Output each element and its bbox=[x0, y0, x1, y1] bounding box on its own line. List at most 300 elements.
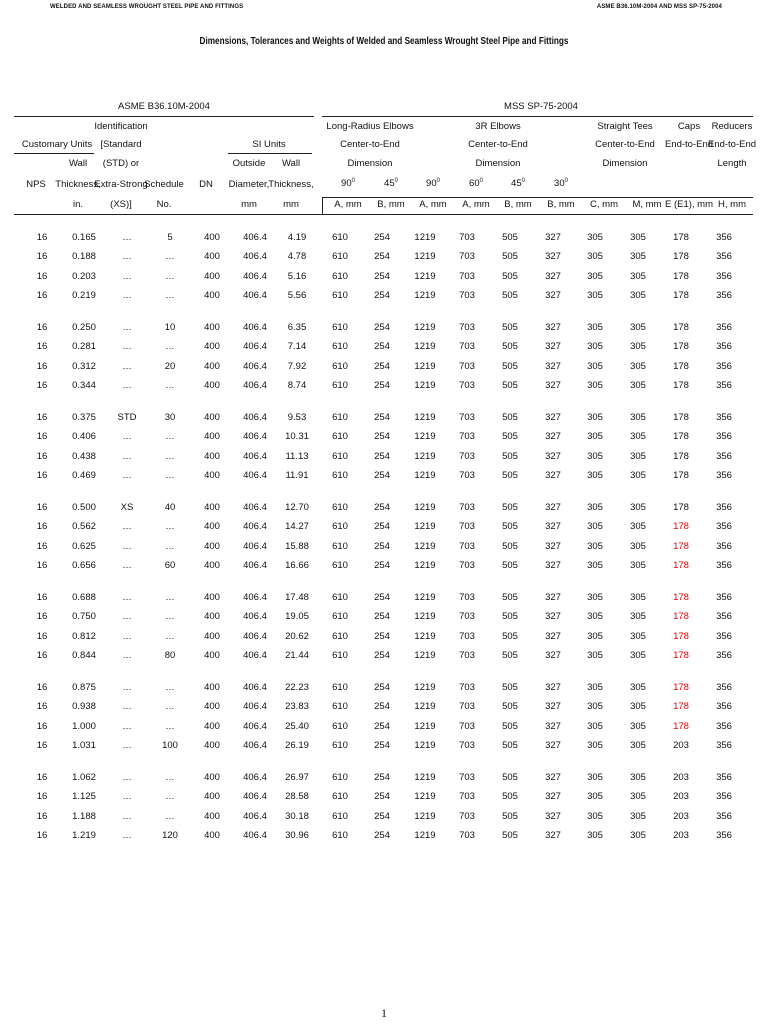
col-wall-3: in. bbox=[72, 199, 84, 210]
table-cell: 16 bbox=[36, 289, 48, 301]
table-cell: 356 bbox=[716, 649, 732, 661]
table-cell: 356 bbox=[716, 592, 732, 603]
table-cell: 1.062 bbox=[72, 772, 96, 783]
table-cell: 327 bbox=[545, 772, 561, 783]
table-cell: 610 bbox=[332, 431, 348, 443]
col-unit-a: A, mm bbox=[334, 199, 362, 210]
table-cell: 305 bbox=[587, 270, 603, 282]
table-cell: 1219 bbox=[414, 592, 436, 603]
table-cell: … bbox=[122, 540, 132, 552]
table-cell: 1219 bbox=[414, 289, 436, 301]
table-cell: 0.562 bbox=[72, 521, 96, 533]
table-cell: 254 bbox=[374, 592, 390, 603]
table-cell: 356 bbox=[716, 772, 732, 783]
table-cell: 356 bbox=[716, 791, 732, 803]
table-cell: 0.406 bbox=[72, 431, 96, 443]
table-cell: 305 bbox=[587, 810, 603, 822]
table-cell: 16 bbox=[36, 559, 48, 571]
table-cell: 703 bbox=[459, 649, 475, 661]
col-caps-2: End-to-End bbox=[664, 139, 714, 150]
table-cell: 327 bbox=[545, 360, 561, 372]
table-cell: … bbox=[122, 791, 132, 803]
table-cell: 0.844 bbox=[72, 649, 96, 661]
table-cell: 305 bbox=[587, 412, 603, 423]
table-cell: 0.250 bbox=[72, 322, 96, 333]
table-cell: 406.4 bbox=[243, 611, 267, 623]
table-cell: 610 bbox=[332, 251, 348, 263]
running-header-left: WELDED AND SEAMLESS WROUGHT STEEL PIPE AND FITTINGS bbox=[50, 4, 244, 10]
table-cell: 505 bbox=[502, 540, 518, 552]
table-cell: … bbox=[122, 341, 132, 353]
table-cell: 16 bbox=[36, 772, 48, 783]
table-cell: 305 bbox=[630, 772, 646, 783]
table-cell: 356 bbox=[716, 829, 732, 841]
col-reducers-3: Length bbox=[717, 158, 747, 169]
table-cell: 406.4 bbox=[243, 739, 267, 751]
table-cell: 16 bbox=[36, 412, 48, 423]
table-cell: 703 bbox=[459, 829, 475, 841]
table-cell: 305 bbox=[630, 540, 646, 552]
table-cell: 305 bbox=[587, 540, 603, 552]
table-cell: 1219 bbox=[414, 682, 436, 693]
table-cell: 327 bbox=[545, 521, 561, 533]
table-cell: 610 bbox=[332, 379, 348, 391]
table-cell: 26.19 bbox=[285, 739, 309, 751]
table-cell: 327 bbox=[545, 341, 561, 353]
table-cell: 178 bbox=[673, 232, 689, 243]
table-cell: 703 bbox=[459, 791, 475, 803]
table-cell: … bbox=[122, 630, 132, 642]
table-cell: 400 bbox=[204, 611, 220, 623]
table-cell: … bbox=[122, 739, 132, 751]
col-wall-1: Wall bbox=[68, 158, 88, 169]
table-cell: 305 bbox=[630, 592, 646, 603]
table-cell: 21.44 bbox=[285, 649, 309, 661]
table-cell: 1219 bbox=[414, 469, 436, 481]
table-cell: 0.165 bbox=[72, 232, 96, 243]
table-cell: 703 bbox=[459, 289, 475, 301]
table-cell: 16 bbox=[36, 450, 48, 462]
table-cell: 703 bbox=[459, 521, 475, 533]
table-cell: 327 bbox=[545, 559, 561, 571]
table-cell: 356 bbox=[716, 559, 732, 571]
table-cell: 60 bbox=[164, 559, 176, 571]
table-cell: 327 bbox=[545, 611, 561, 623]
table-cell: 1219 bbox=[414, 341, 436, 353]
table-cell: 610 bbox=[332, 772, 348, 783]
table-cell: 254 bbox=[374, 469, 390, 481]
table-cell: 16 bbox=[36, 791, 48, 803]
col-siwall-1: Wall bbox=[281, 158, 301, 169]
group-asme: ASME B36.10M-2004 bbox=[118, 101, 210, 112]
table-cell: 356 bbox=[716, 810, 732, 822]
table-cell: 406.4 bbox=[243, 289, 267, 301]
table-cell: 305 bbox=[630, 270, 646, 282]
table-cell: 505 bbox=[502, 592, 518, 603]
table-cell: 254 bbox=[374, 379, 390, 391]
table-cell: 400 bbox=[204, 502, 220, 513]
table-cell: 610 bbox=[332, 592, 348, 603]
table-cell: 16 bbox=[36, 270, 48, 282]
col-siwall-3: mm bbox=[283, 199, 299, 210]
table-cell: 254 bbox=[374, 559, 390, 571]
table-cell: 305 bbox=[587, 289, 603, 301]
col-customary-units: Customary Units bbox=[21, 139, 93, 150]
table-cell: 254 bbox=[374, 810, 390, 822]
col-schedule-1: Schedule bbox=[144, 179, 184, 190]
table-cell: 0.875 bbox=[72, 682, 96, 693]
table-cell: 327 bbox=[545, 540, 561, 552]
table-cell: 254 bbox=[374, 829, 390, 841]
table-cell: 1219 bbox=[414, 251, 436, 263]
table-cell: 1.219 bbox=[72, 829, 96, 841]
table-cell: 610 bbox=[332, 412, 348, 423]
table-cell: 1219 bbox=[414, 450, 436, 462]
table-cell: 120 bbox=[162, 829, 178, 841]
table-cell: … bbox=[122, 322, 132, 333]
table-cell: … bbox=[165, 450, 175, 462]
table-cell: 703 bbox=[459, 251, 475, 263]
page-title: Dimensions, Tolerances and Weights of Welded and Seamless Wrought Steel Pipe and Fittings bbox=[199, 36, 569, 47]
table-cell: 327 bbox=[545, 829, 561, 841]
col-od-2: Diameter, bbox=[228, 179, 270, 190]
table-cell: 610 bbox=[332, 360, 348, 372]
table-cell: 703 bbox=[459, 810, 475, 822]
table-cell: 406.4 bbox=[243, 701, 267, 713]
table-cell: 406.4 bbox=[243, 649, 267, 661]
col-lre-2: Center-to-End bbox=[340, 139, 400, 150]
table-cell: 305 bbox=[587, 611, 603, 623]
table-cell: 356 bbox=[716, 251, 732, 263]
table-cell: 305 bbox=[630, 251, 646, 263]
table-cell: 20.62 bbox=[285, 630, 309, 642]
table-cell: 327 bbox=[545, 232, 561, 243]
table-cell: 610 bbox=[332, 739, 348, 751]
table-cell: 203 bbox=[673, 772, 689, 783]
table-cell: 178 bbox=[673, 521, 689, 533]
table-cell: 7.14 bbox=[287, 341, 307, 353]
table-cell: 327 bbox=[545, 412, 561, 423]
col-unit-m: M, mm bbox=[632, 199, 662, 210]
table-cell: 305 bbox=[630, 289, 646, 301]
table-cell: … bbox=[165, 791, 175, 803]
table-cell: 0.656 bbox=[72, 559, 96, 571]
table-cell: … bbox=[165, 810, 175, 822]
table-cell: 305 bbox=[587, 251, 603, 263]
table-cell: 16 bbox=[36, 502, 48, 513]
table-cell: 16 bbox=[36, 720, 48, 732]
table-cell: 400 bbox=[204, 592, 220, 603]
table-cell: 4.78 bbox=[287, 251, 307, 263]
col-unit-a2: A, mm bbox=[419, 199, 447, 210]
table-cell: 16 bbox=[36, 829, 48, 841]
table-cell: … bbox=[122, 701, 132, 713]
table-cell: 305 bbox=[630, 829, 646, 841]
table-cell: 305 bbox=[587, 469, 603, 481]
table-cell: 406.4 bbox=[243, 720, 267, 732]
table-cell: 505 bbox=[502, 611, 518, 623]
table-cell: 305 bbox=[587, 739, 603, 751]
table-cell: 254 bbox=[374, 251, 390, 263]
table-cell: 305 bbox=[630, 611, 646, 623]
col-unit-b3: B, mm bbox=[547, 199, 575, 210]
table-cell: 505 bbox=[502, 791, 518, 803]
table-cell: 254 bbox=[374, 739, 390, 751]
table-cell: … bbox=[165, 701, 175, 713]
table-cell: 703 bbox=[459, 360, 475, 372]
table-cell: 1219 bbox=[414, 791, 436, 803]
table-cell: 327 bbox=[545, 701, 561, 713]
table-cell: 0.375 bbox=[72, 412, 96, 423]
table-cell: 327 bbox=[545, 379, 561, 391]
table-cell: 1219 bbox=[414, 502, 436, 513]
table-cell: 1219 bbox=[414, 431, 436, 443]
table-cell: 356 bbox=[716, 379, 732, 391]
table-cell: 703 bbox=[459, 701, 475, 713]
table-cell: 1.031 bbox=[72, 739, 96, 751]
table-cell: 703 bbox=[459, 270, 475, 282]
table-cell: 406.4 bbox=[243, 592, 267, 603]
table-cell: 30 bbox=[164, 412, 176, 423]
table-cell: 305 bbox=[630, 322, 646, 333]
table-cell: 400 bbox=[204, 521, 220, 533]
table-cell: … bbox=[122, 772, 132, 783]
table-cell: 16 bbox=[36, 592, 48, 603]
table-cell: 505 bbox=[502, 251, 518, 263]
table-cell: 406.4 bbox=[243, 379, 267, 391]
table-cell: 356 bbox=[716, 682, 732, 693]
table-cell: … bbox=[122, 251, 132, 263]
table-cell: 178 bbox=[673, 450, 689, 462]
table-cell: 400 bbox=[204, 682, 220, 693]
col-unit-a3: A, mm bbox=[462, 199, 490, 210]
table-cell: 703 bbox=[459, 540, 475, 552]
table-cell: 327 bbox=[545, 469, 561, 481]
table-cell: 610 bbox=[332, 630, 348, 642]
table-cell: 11.91 bbox=[285, 469, 309, 481]
table-cell: 254 bbox=[374, 720, 390, 732]
table-cell: 19.05 bbox=[285, 611, 309, 623]
table-cell: 305 bbox=[630, 360, 646, 372]
table-cell: 305 bbox=[630, 469, 646, 481]
table-cell: 178 bbox=[673, 649, 689, 661]
table-cell: 305 bbox=[630, 412, 646, 423]
col-unit-c: C, mm bbox=[590, 199, 618, 210]
table-cell: 305 bbox=[630, 682, 646, 693]
table-cell: 327 bbox=[545, 810, 561, 822]
table-cell: 305 bbox=[630, 431, 646, 443]
col-tee-3: Dimension bbox=[602, 158, 648, 169]
table-cell: 305 bbox=[587, 521, 603, 533]
table-cell: 30.96 bbox=[285, 829, 309, 841]
table-cell: 15.88 bbox=[285, 540, 309, 552]
table-cell: 505 bbox=[502, 502, 518, 513]
table-cell: … bbox=[165, 469, 175, 481]
table-cell: 254 bbox=[374, 791, 390, 803]
table-cell: 327 bbox=[545, 251, 561, 263]
table-cell: 610 bbox=[332, 701, 348, 713]
table-cell: 327 bbox=[545, 431, 561, 443]
table-cell: 356 bbox=[716, 360, 732, 372]
table-cell: 505 bbox=[502, 431, 518, 443]
table-cell: 1219 bbox=[414, 720, 436, 732]
rule-customary bbox=[14, 153, 94, 154]
col-tee-1: Straight Tees bbox=[597, 121, 653, 132]
table-cell: 305 bbox=[587, 341, 603, 353]
table-cell: 327 bbox=[545, 450, 561, 462]
table-cell: 178 bbox=[673, 559, 689, 571]
table-cell: 610 bbox=[332, 540, 348, 552]
col-schedule-2: No. bbox=[156, 199, 172, 210]
table-cell: 505 bbox=[502, 810, 518, 822]
table-cell: … bbox=[122, 559, 132, 571]
table-cell: 356 bbox=[716, 739, 732, 751]
table-cell: 178 bbox=[673, 289, 689, 301]
table-cell: 505 bbox=[502, 739, 518, 751]
table-cell: 703 bbox=[459, 431, 475, 443]
table-cell: 10 bbox=[164, 322, 176, 333]
table-cell: 1219 bbox=[414, 540, 436, 552]
table-cell: 406.4 bbox=[243, 791, 267, 803]
table-cell: 505 bbox=[502, 289, 518, 301]
table-cell: 8.74 bbox=[287, 379, 307, 391]
table-cell: 1.188 bbox=[72, 810, 96, 822]
table-cell: 254 bbox=[374, 341, 390, 353]
table-cell: 178 bbox=[673, 611, 689, 623]
table-cell: 10.31 bbox=[285, 431, 309, 443]
table-cell: 16 bbox=[36, 739, 48, 751]
table-cell: 178 bbox=[673, 701, 689, 713]
table-cell: 0.750 bbox=[72, 611, 96, 623]
table-cell: 327 bbox=[545, 682, 561, 693]
col-unit-h: H, mm bbox=[718, 199, 746, 210]
table-cell: 505 bbox=[502, 682, 518, 693]
table-cell: 327 bbox=[545, 791, 561, 803]
col-caps-1: Caps bbox=[677, 121, 701, 132]
table-cell: 406.4 bbox=[243, 810, 267, 822]
table-cell: 327 bbox=[545, 502, 561, 513]
col-siwall-2: Thickness, bbox=[268, 179, 314, 190]
table-cell: 0.281 bbox=[72, 341, 96, 353]
table-cell: 178 bbox=[673, 341, 689, 353]
table-cell: 505 bbox=[502, 720, 518, 732]
table-cell: … bbox=[122, 270, 132, 282]
col-3r-90: $90^0$ bbox=[426, 177, 440, 189]
table-cell: 305 bbox=[587, 450, 603, 462]
col-lre-1: Long-Radius Elbows bbox=[326, 121, 414, 132]
table-cell: 254 bbox=[374, 232, 390, 243]
table-cell: 406.4 bbox=[243, 232, 267, 243]
col-tee-2: Center-to-End bbox=[595, 139, 655, 150]
table-cell: 400 bbox=[204, 289, 220, 301]
table-cell: 4.19 bbox=[287, 232, 307, 243]
table-cell: … bbox=[122, 469, 132, 481]
table-cell: 254 bbox=[374, 772, 390, 783]
table-cell: 406.4 bbox=[243, 360, 267, 372]
col-nps: NPS bbox=[26, 179, 46, 190]
table-cell: 505 bbox=[502, 270, 518, 282]
table-cell: 356 bbox=[716, 270, 732, 282]
table-cell: … bbox=[165, 431, 175, 443]
table-cell: 178 bbox=[673, 251, 689, 263]
table-cell: 356 bbox=[716, 341, 732, 353]
table-cell: 327 bbox=[545, 630, 561, 642]
table-cell: 0.938 bbox=[72, 701, 96, 713]
table-cell: 178 bbox=[673, 630, 689, 642]
table-cell: 406.4 bbox=[243, 630, 267, 642]
table-cell: 327 bbox=[545, 649, 561, 661]
table-cell: 406.4 bbox=[243, 469, 267, 481]
table-cell: 703 bbox=[459, 559, 475, 571]
table-cell: 305 bbox=[630, 502, 646, 513]
table-cell: 400 bbox=[204, 232, 220, 243]
col-ident-2: [Standard bbox=[100, 139, 142, 150]
table-cell: 16 bbox=[36, 611, 48, 623]
table-cell: 254 bbox=[374, 701, 390, 713]
table-cell: 1219 bbox=[414, 232, 436, 243]
table-cell: 505 bbox=[502, 630, 518, 642]
table-cell: 254 bbox=[374, 360, 390, 372]
table-cell: 7.92 bbox=[287, 360, 307, 372]
col-lre-90: $90^0$ bbox=[341, 177, 355, 189]
table-cell: 703 bbox=[459, 469, 475, 481]
table-cell: 1219 bbox=[414, 559, 436, 571]
table-cell: 203 bbox=[673, 739, 689, 751]
table-cell: 400 bbox=[204, 270, 220, 282]
table-cell: 400 bbox=[204, 739, 220, 751]
table-cell: 305 bbox=[587, 772, 603, 783]
table-cell: 254 bbox=[374, 630, 390, 642]
table-cell: 610 bbox=[332, 791, 348, 803]
table-cell: 1219 bbox=[414, 810, 436, 822]
table-cell: … bbox=[122, 360, 132, 372]
table-cell: 327 bbox=[545, 322, 561, 333]
table-cell: 610 bbox=[332, 611, 348, 623]
table-cell: 505 bbox=[502, 322, 518, 333]
table-cell: 400 bbox=[204, 540, 220, 552]
col-reducers-1: Reducers bbox=[711, 121, 753, 132]
table-cell: 610 bbox=[332, 270, 348, 282]
table-cell: 703 bbox=[459, 502, 475, 513]
table-cell: … bbox=[122, 379, 132, 391]
table-cell: … bbox=[122, 431, 132, 443]
table-cell: 703 bbox=[459, 322, 475, 333]
col-3r-2: Center-to-End bbox=[468, 139, 528, 150]
col-ident-1: Identification bbox=[94, 121, 148, 132]
table-cell: 80 bbox=[164, 649, 176, 661]
table-cell: 406.4 bbox=[243, 682, 267, 693]
table-cell: 0.500 bbox=[72, 502, 96, 513]
table-cell: 0.188 bbox=[72, 251, 96, 263]
table-cell: 400 bbox=[204, 720, 220, 732]
table-cell: 203 bbox=[673, 791, 689, 803]
table-cell: … bbox=[165, 379, 175, 391]
col-3r-1: 3R Elbows bbox=[475, 121, 521, 132]
table-cell: 0.203 bbox=[72, 270, 96, 282]
table-cell: 0.219 bbox=[72, 289, 96, 301]
table-cell: 305 bbox=[587, 701, 603, 713]
table-cell: 22.23 bbox=[285, 682, 309, 693]
col-lre-45: $45^0$ bbox=[384, 177, 398, 189]
table-cell: 703 bbox=[459, 611, 475, 623]
table-cell: 28.58 bbox=[285, 791, 309, 803]
table-cell: 1219 bbox=[414, 360, 436, 372]
table-cell: 5.16 bbox=[287, 270, 307, 282]
table-cell: 400 bbox=[204, 251, 220, 263]
col-ident-4: Extra-Strong bbox=[94, 179, 148, 190]
table-cell: 406.4 bbox=[243, 341, 267, 353]
table-cell: 305 bbox=[630, 630, 646, 642]
